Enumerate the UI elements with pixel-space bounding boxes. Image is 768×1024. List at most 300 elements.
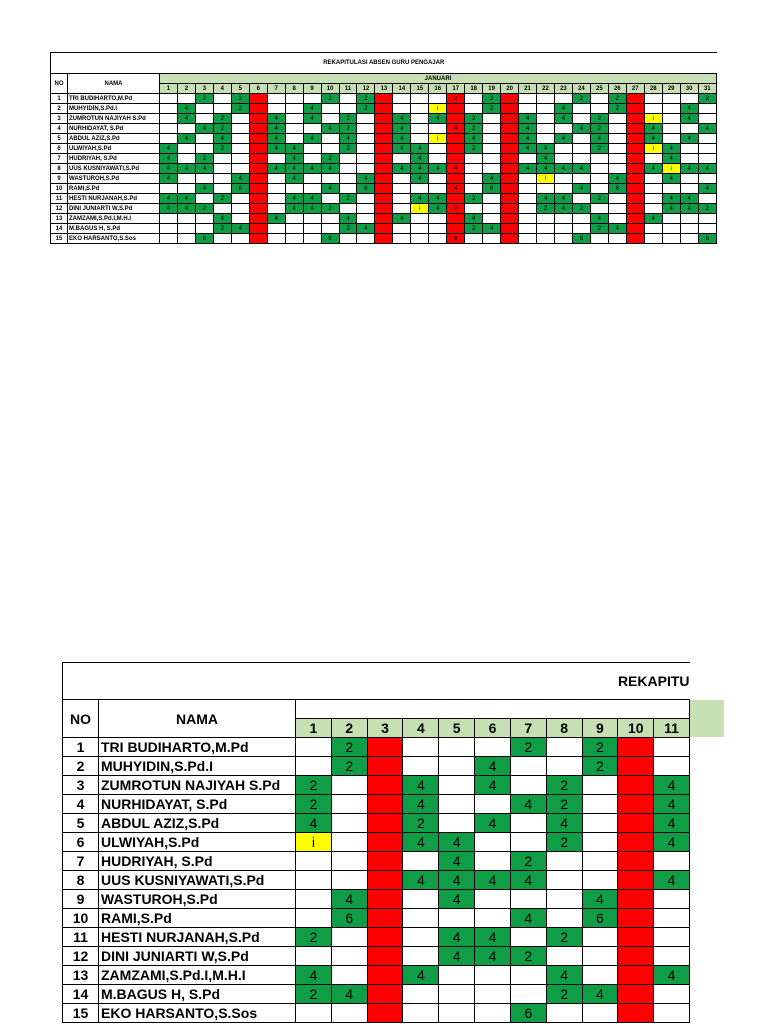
attendance-cell: 4 [160, 144, 178, 154]
attendance-cell [483, 114, 501, 124]
row-number: 4 [63, 795, 99, 814]
attendance-cell [546, 909, 582, 928]
attendance-cell [267, 104, 285, 114]
attendance-cell: 4 [546, 814, 582, 833]
table-row [51, 104, 717, 114]
attendance-cell [285, 234, 303, 244]
attendance-cell: 4 [654, 814, 690, 833]
attendance-cell [662, 114, 680, 124]
attendance-cell [393, 234, 411, 244]
attendance-cell [160, 134, 178, 144]
attendance-cell [231, 124, 249, 134]
attendance-cell [582, 947, 618, 966]
attendance-cell [572, 114, 590, 124]
attendance-cell [501, 114, 519, 124]
row-number: 3 [51, 114, 68, 124]
attendance-cell [510, 890, 546, 909]
teacher-name: HUDRIYAH, S.Pd [99, 852, 296, 871]
table-row [51, 114, 717, 124]
attendance-cell [357, 194, 375, 204]
row-number: 5 [51, 134, 68, 144]
attendance-cell [249, 154, 267, 164]
attendance-cell [285, 114, 303, 124]
header-row [51, 74, 717, 84]
attendance-cell: 4 [339, 214, 357, 224]
attendance-cell [375, 154, 393, 164]
table-row [63, 909, 690, 928]
attendance-cell: 4 [321, 164, 339, 174]
attendance-cell: 6 [483, 184, 501, 194]
row-number: 14 [51, 224, 68, 234]
attendance-cell [483, 154, 501, 164]
attendance-cell: 4 [393, 134, 411, 144]
day-header: 24 [572, 84, 590, 94]
attendance-cell [321, 214, 339, 224]
attendance-cell: 4 [590, 214, 608, 224]
row-number: 6 [63, 833, 99, 852]
attendance-cell: 4 [475, 776, 511, 795]
title-row [63, 663, 690, 700]
attendance-cell [393, 194, 411, 204]
attendance-cell: 6 [608, 184, 626, 194]
attendance-cell [654, 947, 690, 966]
attendance-cell: 4 [519, 124, 537, 134]
attendance-cell: 2 [231, 104, 249, 114]
attendance-cell [501, 124, 519, 134]
attendance-cell [357, 214, 375, 224]
attendance-cell: 4 [698, 184, 716, 194]
attendance-cell [160, 114, 178, 124]
attendance-cell [554, 214, 572, 224]
day-header: 13 [375, 84, 393, 94]
attendance-cell: 2 [698, 94, 716, 104]
attendance-cell [654, 928, 690, 947]
attendance-cell [249, 194, 267, 204]
attendance-cell: 6 [357, 184, 375, 194]
attendance-cell: 6 [698, 234, 716, 244]
attendance-cell [626, 164, 644, 174]
table-row [51, 164, 717, 174]
teacher-name: NURHIDAYAT, S.Pd [68, 124, 160, 134]
table-row [51, 184, 717, 194]
attendance-cell [429, 144, 447, 154]
attendance-cell [296, 852, 332, 871]
attendance-cell: 2 [546, 985, 582, 1004]
attendance-cell [177, 154, 195, 164]
attendance-cell [483, 124, 501, 134]
teacher-name: M.BAGUS H, S.Pd [68, 224, 160, 234]
attendance-cell [582, 814, 618, 833]
attendance-cell [195, 214, 213, 224]
day-header: 15 [411, 84, 429, 94]
attendance-cell [501, 194, 519, 204]
table-row [51, 134, 717, 144]
attendance-cell [296, 738, 332, 757]
attendance-cell: 2 [465, 124, 483, 134]
attendance-cell [195, 194, 213, 204]
attendance-cell [213, 164, 231, 174]
attendance-cell: 4 [393, 164, 411, 174]
attendance-cell: 4 [331, 890, 367, 909]
row-number: 9 [51, 174, 68, 184]
attendance-cell [447, 134, 465, 144]
attendance-cell [475, 852, 511, 871]
attendance-cell [296, 890, 332, 909]
attendance-cell [296, 1004, 332, 1023]
attendance-cell [339, 154, 357, 164]
attendance-cell: 4 [546, 966, 582, 985]
attendance-cell [537, 134, 555, 144]
attendance-cell: 2 [546, 833, 582, 852]
attendance-cell [429, 184, 447, 194]
teacher-name: NURHIDAYAT, S.Pd [99, 795, 296, 814]
teacher-name: HESTI NURJANAH,S.Pd [99, 928, 296, 947]
attendance-cell [177, 234, 195, 244]
attendance-cell [357, 144, 375, 154]
attendance-cell: 4 [447, 124, 465, 134]
attendance-cell [357, 134, 375, 144]
attendance-cell [644, 174, 662, 184]
attendance-cell [680, 184, 698, 194]
attendance-cell [249, 204, 267, 214]
day-header: 31 [698, 84, 716, 94]
attendance-cell [177, 94, 195, 104]
attendance-cell [411, 104, 429, 114]
attendance-cell: 4 [572, 124, 590, 134]
attendance-cell [501, 234, 519, 244]
table-row [51, 174, 717, 184]
attendance-cell [644, 154, 662, 164]
attendance-cell: 2 [339, 194, 357, 204]
row-number: 2 [51, 104, 68, 114]
attendance-cell [403, 1004, 439, 1023]
attendance-cell: 4 [303, 134, 321, 144]
attendance-cell [618, 833, 654, 852]
attendance-cell [375, 194, 393, 204]
attendance-cell [403, 890, 439, 909]
attendance-cell [195, 104, 213, 114]
attendance-cell [403, 738, 439, 757]
attendance-cell: 4 [177, 104, 195, 114]
attendance-cell [510, 966, 546, 985]
attendance-cell: 4 [698, 124, 716, 134]
attendance-cell [618, 814, 654, 833]
attendance-cell [195, 224, 213, 234]
teacher-name: WASTUROH,S.Pd [68, 174, 160, 184]
attendance-cell: 4 [644, 124, 662, 134]
attendance-cell: 4 [439, 928, 475, 947]
attendance-cell: 4 [411, 174, 429, 184]
table-row [63, 985, 690, 1004]
attendance-cell [375, 124, 393, 134]
attendance-cell [475, 738, 511, 757]
teacher-name: DINI JUNIARTI W,S.Pd [68, 204, 160, 214]
attendance-cell: 6 [572, 234, 590, 244]
attendance-cell [519, 94, 537, 104]
attendance-cell [411, 224, 429, 234]
row-number: 13 [51, 214, 68, 224]
attendance-cell [447, 114, 465, 124]
header-no: NO [63, 700, 99, 738]
day-header: 26 [608, 84, 626, 94]
attendance-cell [475, 890, 511, 909]
attendance-cell: 6 [321, 234, 339, 244]
attendance-cell [582, 776, 618, 795]
attendance-cell [662, 134, 680, 144]
attendance-cell [367, 795, 403, 814]
attendance-cell [249, 114, 267, 124]
attendance-cell [582, 966, 618, 985]
attendance-cell [285, 124, 303, 134]
attendance-cell: 4 [654, 795, 690, 814]
attendance-cell [195, 134, 213, 144]
attendance-cell [537, 224, 555, 234]
attendance-cell [249, 144, 267, 154]
attendance-cell [618, 985, 654, 1004]
attendance-cell: 4 [654, 833, 690, 852]
attendance-cell [644, 224, 662, 234]
attendance-cell: 4 [483, 224, 501, 234]
attendance-cell [296, 947, 332, 966]
attendance-cell [654, 909, 690, 928]
teacher-name: MUHYIDIN,S.Pd.I [68, 104, 160, 114]
attendance-cell [367, 947, 403, 966]
attendance-cell [321, 174, 339, 184]
attendance-cell: 4 [285, 174, 303, 184]
attendance-cell: 4 [429, 114, 447, 124]
attendance-cell: 4 [475, 871, 511, 890]
attendance-cell [546, 852, 582, 871]
attendance-cell [465, 94, 483, 104]
attendance-cell [267, 194, 285, 204]
attendance-cell [331, 928, 367, 947]
attendance-cell [554, 184, 572, 194]
attendance-cell [429, 174, 447, 184]
attendance-cell [510, 776, 546, 795]
attendance-cell: 2 [546, 776, 582, 795]
attendance-cell [519, 154, 537, 164]
attendance-cell: 4 [411, 154, 429, 164]
attendance-cell [285, 184, 303, 194]
attendance-cell [375, 114, 393, 124]
attendance-cell [626, 224, 644, 234]
attendance-cell: 4 [439, 890, 475, 909]
attendance-cell: 2 [296, 795, 332, 814]
attendance-cell [501, 94, 519, 104]
attendance-cell: 2 [321, 154, 339, 164]
attendance-cell [626, 94, 644, 104]
teacher-name: EKO HARSANTO,S.Sos [68, 234, 160, 244]
attendance-cell: 2 [339, 144, 357, 154]
table-row [63, 833, 690, 852]
attendance-cell [475, 795, 511, 814]
attendance-cell: 2 [537, 204, 555, 214]
attendance-cell [519, 214, 537, 224]
attendance-cell [411, 214, 429, 224]
attendance-cell [267, 204, 285, 214]
attendance-cell: 2 [590, 114, 608, 124]
row-number: 10 [63, 909, 99, 928]
attendance-cell: 2 [608, 94, 626, 104]
attendance-cell [501, 104, 519, 114]
teacher-name: RAMI,S.Pd [68, 184, 160, 194]
attendance-cell: 4 [554, 104, 572, 114]
attendance-cell [375, 134, 393, 144]
attendance-cell [411, 184, 429, 194]
attendance-cell [501, 134, 519, 144]
attendance-cell [546, 871, 582, 890]
table-row [63, 890, 690, 909]
day-header: 11 [339, 84, 357, 94]
attendance-cell [403, 928, 439, 947]
attendance-cell: i [644, 114, 662, 124]
attendance-cell: 2 [510, 852, 546, 871]
attendance-cell [213, 234, 231, 244]
attendance-cell [554, 144, 572, 154]
attendance-cell: 2 [546, 928, 582, 947]
attendance-cell [618, 776, 654, 795]
header-row [63, 700, 690, 719]
attendance-cell [626, 184, 644, 194]
teacher-name: RAMI,S.Pd [99, 909, 296, 928]
attendance-cell: 2 [231, 94, 249, 104]
attendance-cell [447, 104, 465, 114]
day-header: 10 [321, 84, 339, 94]
attendance-cell [321, 224, 339, 234]
attendance-cell [429, 124, 447, 134]
attendance-cell [367, 966, 403, 985]
attendance-cell: 2 [465, 224, 483, 234]
attendance-cell [546, 890, 582, 909]
attendance-cell: 4 [510, 871, 546, 890]
attendance-cell [160, 234, 178, 244]
attendance-cell [608, 154, 626, 164]
attendance-cell: 2 [590, 144, 608, 154]
attendance-cell: 4 [582, 985, 618, 1004]
table-row [63, 871, 690, 890]
attendance-cell [411, 114, 429, 124]
attendance-cell: 4 [393, 124, 411, 134]
attendance-cell: 4 [554, 194, 572, 204]
header-nama: NAMA [99, 700, 296, 738]
attendance-cell [572, 134, 590, 144]
attendance-cell: 2 [582, 757, 618, 776]
attendance-cell [160, 124, 178, 134]
attendance-cell: 4 [680, 104, 698, 114]
attendance-cell: 4 [644, 164, 662, 174]
row-number: 10 [51, 184, 68, 194]
teacher-name: ABDUL AZIZ,S.Pd [99, 814, 296, 833]
attendance-cell: 4 [662, 144, 680, 154]
attendance-cell [537, 114, 555, 124]
day-header: 14 [393, 84, 411, 94]
attendance-cell [321, 134, 339, 144]
attendance-cell [483, 204, 501, 214]
attendance-cell [303, 144, 321, 154]
attendance-cell: 4 [519, 144, 537, 154]
row-number: 12 [51, 204, 68, 214]
attendance-cell: 4 [644, 214, 662, 224]
attendance-cell [160, 214, 178, 224]
attendance-cell [465, 184, 483, 194]
attendance-cell [654, 985, 690, 1004]
attendance-cell [618, 738, 654, 757]
table-row [63, 814, 690, 833]
attendance-cell [626, 174, 644, 184]
attendance-cell [654, 890, 690, 909]
attendance-cell: 2 [590, 124, 608, 134]
attendance-cell [357, 124, 375, 134]
attendance-cell [429, 94, 447, 104]
attendance-cell [662, 234, 680, 244]
attendance-cell: 4 [160, 164, 178, 174]
day-header: 28 [644, 84, 662, 94]
attendance-cell: 2 [590, 194, 608, 204]
teacher-name: UUS KUSNIYAWATI,S.Pd [68, 164, 160, 174]
attendance-cell: 4 [439, 852, 475, 871]
attendance-cell [475, 909, 511, 928]
attendance-cell [411, 124, 429, 134]
attendance-cell [590, 94, 608, 104]
attendance-cell [213, 154, 231, 164]
attendance-cell [626, 104, 644, 114]
attendance-cell [357, 154, 375, 164]
attendance-cell: 4 [160, 154, 178, 164]
row-number: 12 [63, 947, 99, 966]
attendance-cell: 2 [608, 104, 626, 114]
attendance-cell: 2 [321, 94, 339, 104]
table-row [51, 214, 717, 224]
attendance-cell [249, 104, 267, 114]
attendance-cell: 2 [331, 738, 367, 757]
attendance-cell: 2 [339, 224, 357, 234]
attendance-cell [331, 795, 367, 814]
attendance-cell: 4 [475, 814, 511, 833]
attendance-cell [429, 224, 447, 234]
attendance-cell [465, 204, 483, 214]
table-row [63, 1004, 690, 1023]
attendance-cell [367, 776, 403, 795]
attendance-cell [680, 154, 698, 164]
attendance-cell [177, 174, 195, 184]
attendance-cell [231, 134, 249, 144]
attendance-cell [554, 94, 572, 104]
attendance-cell [439, 909, 475, 928]
attendance-cell [296, 757, 332, 776]
attendance-cell [393, 94, 411, 104]
attendance-cell [618, 1004, 654, 1023]
teacher-name: TRI BUDIHARTO,M.Pd [68, 94, 160, 104]
attendance-cell: 2 [582, 738, 618, 757]
attendance-cell [519, 234, 537, 244]
attendance-cell [296, 871, 332, 890]
attendance-cell: 4 [680, 204, 698, 214]
attendance-cell [698, 174, 716, 184]
attendance-cell [546, 947, 582, 966]
attendance-cell [447, 174, 465, 184]
teacher-name: UUS KUSNIYAWATI,S.Pd [99, 871, 296, 890]
attendance-cell [662, 94, 680, 104]
attendance-cell: 4 [537, 154, 555, 164]
row-number: 1 [51, 94, 68, 104]
sheet-title: REKAPITULASI ABSEN GURU PENGAJAR [51, 53, 717, 74]
attendance-cell [367, 833, 403, 852]
attendance-cell [654, 1004, 690, 1023]
attendance-cell: 4 [510, 795, 546, 814]
attendance-cell: 4 [554, 164, 572, 174]
teacher-name: HUDRIYAH, S.Pd [68, 154, 160, 164]
attendance-cell [644, 94, 662, 104]
